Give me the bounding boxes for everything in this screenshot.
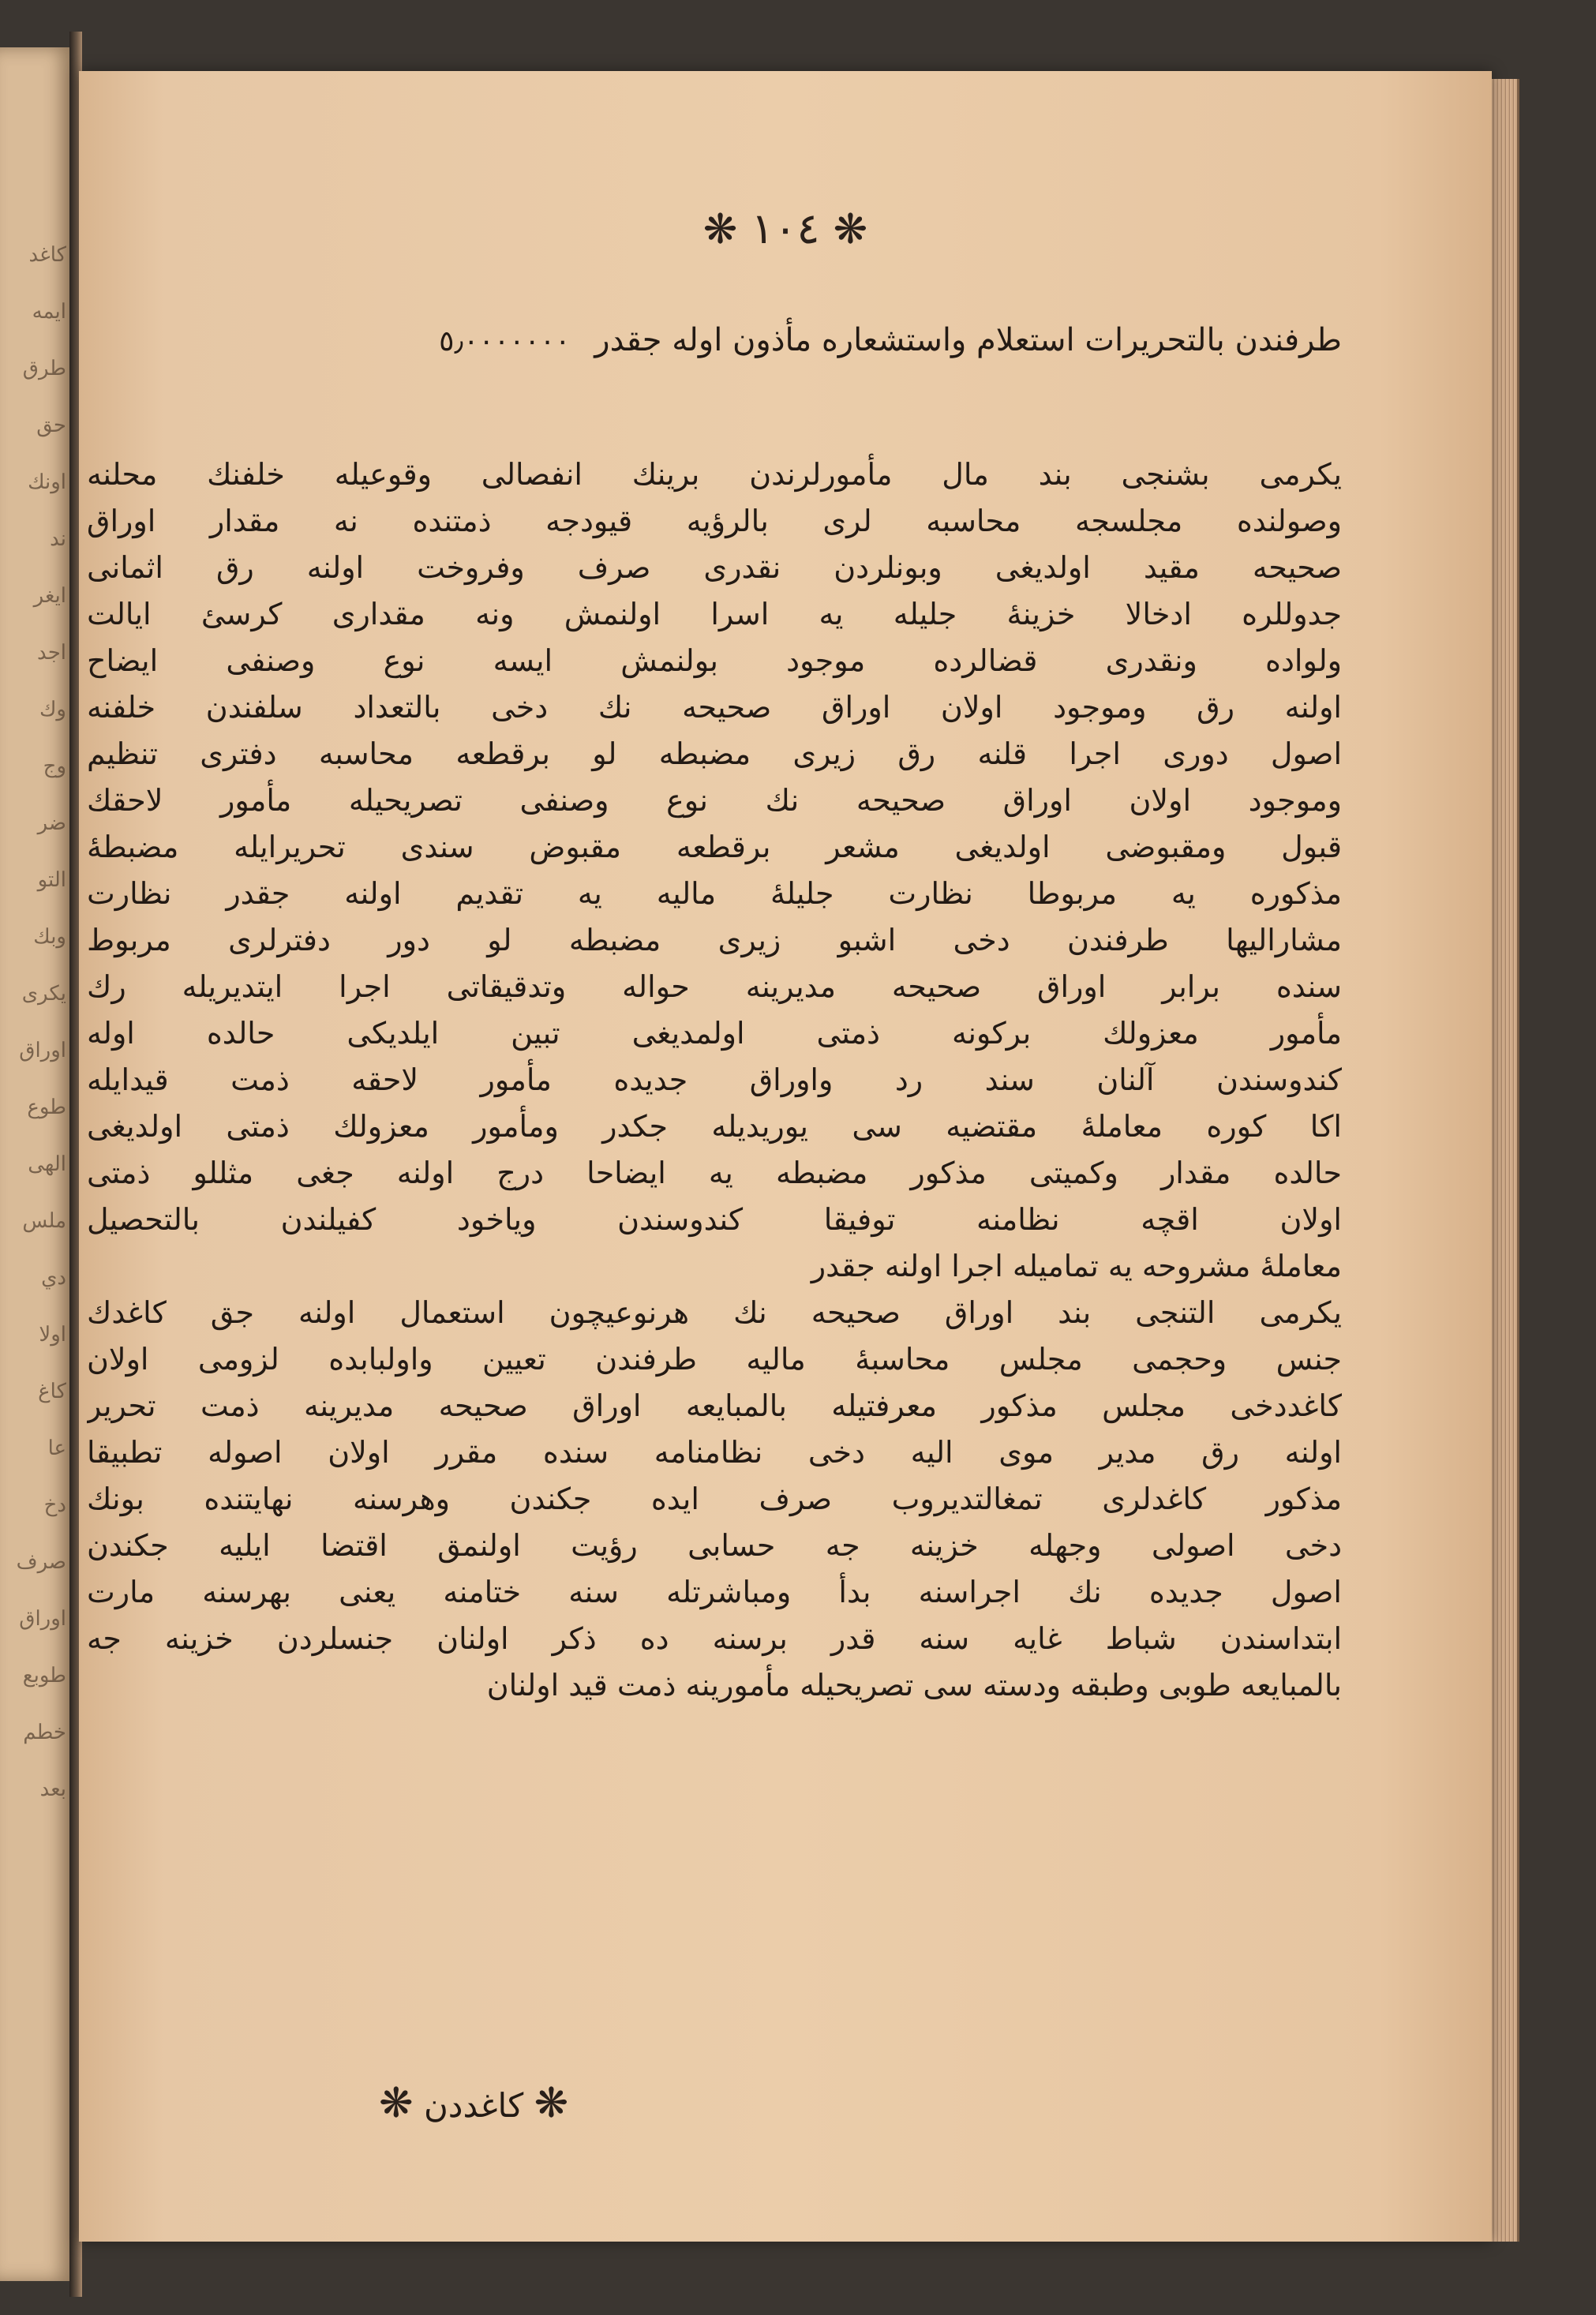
left-page-fragment: خطم xyxy=(23,1721,66,1744)
text-line: دخى اصولى وجهله خزينه جه حسابى رؤيت اولنمق اقتضا ايليه جكندن xyxy=(87,1528,1342,1563)
top-line-text: طرفندن بالتحريرات استعلام واستشعاره مأذون اوله جقدر xyxy=(594,322,1342,358)
left-page-fragment: كاغد xyxy=(28,245,66,267)
left-page-fragment: التو xyxy=(37,868,66,892)
text-line: حالده مقدار وكميتى مذكور مضبطه يه ايضاحا درج اولنه جغى مثللو ذمتى xyxy=(87,1156,1342,1190)
text-line: كندوسندن آلنان سند رد واوراق جديده مأمور لاحقه ذمت قيدايله xyxy=(87,1062,1342,1097)
catchword-left-ornament-icon: ❋ xyxy=(534,2080,569,2127)
text-line: اكا كوره معاملهٔ مقتضيه سى يوريديله جكدر ومأمور معزولك ذمتى اولديغى xyxy=(87,1109,1342,1144)
text-line: جدوللره ادخالا خزينهٔ جليله يه اسرا اولنمش ونه مقدارى كرسئ ايالت xyxy=(87,597,1342,631)
text-line: اولنه رق مدير موى اليه دخى نظامنامه سنده مقرر اولان اصوله تطبيقا xyxy=(87,1435,1342,1470)
left-page-fragment: دخ xyxy=(43,1493,66,1517)
text-line: مذكور كاغدلرى تمغالتديروب صرف ايده جكندن وهرسنه نهايتنده بونك xyxy=(87,1482,1342,1516)
text-line: جنس وحجمى مجلس محاسبهٔ ماليه طرفندن تعيين واولبابده لزومى اولان xyxy=(87,1342,1342,1377)
left-page-fragment: اجد xyxy=(37,641,66,665)
left-ornament-icon: ❋ xyxy=(702,206,738,253)
left-facing-page xyxy=(0,47,73,2281)
text-line: اصول دورى اجرا قلنه رق زيرى مضبطه لو برقطعه محاسبه دفترى تنظيم xyxy=(87,736,1342,771)
left-page-fragment: اولا xyxy=(39,1323,66,1347)
left-page-text-fragments xyxy=(3,245,66,1800)
left-page-fragment: طوع xyxy=(27,1096,66,1119)
text-line: كاغددخى مجلس مذكور معرفتيله بالمبايعه اوراق صحيحه مديرينه ذمت تحرير xyxy=(87,1388,1342,1423)
top-line-amount: ٥٫٠٠٠٠٠٠٠ xyxy=(439,325,571,358)
left-page-fragment: اونك xyxy=(28,470,66,494)
text-line: اولنه رق وموجود اولان اوراق صحيحه نك دخى بالتعداد سلفندن خلفنه xyxy=(87,690,1342,725)
left-page-fragment: طرق xyxy=(22,357,66,380)
left-page-fragment: يكرى xyxy=(21,982,66,1006)
left-page-fragment: ضر xyxy=(37,811,66,835)
right-ornament-icon: ❋ xyxy=(833,206,868,253)
left-page-fragment: اوراق xyxy=(19,1039,66,1062)
left-page-fragment: طوبع xyxy=(22,1664,66,1688)
left-page-fragment: صرف xyxy=(16,1550,66,1574)
left-page-fragment: وج xyxy=(43,755,66,778)
left-page-fragment: عا xyxy=(47,1437,66,1460)
page-number: ١٠٤ xyxy=(751,204,820,253)
left-page-fragment: ملس xyxy=(22,1209,66,1233)
left-page-fragment: كاغ xyxy=(38,1380,66,1403)
left-page-fragment: اوراق xyxy=(19,1607,66,1631)
left-page-fragment: ايمه xyxy=(32,300,66,324)
text-line: معاملهٔ مشروحه يه تماميله اجرا اولنه جقدر xyxy=(811,1249,1342,1283)
left-page-fragment: ند xyxy=(50,527,66,551)
text-line: مأمور معزولك بركونه ذمتى اولمديغى تبين ايلديكى حالده اوله xyxy=(87,1016,1342,1051)
text-line: صحيحه مقيد اولديغى وبونلردن نقدرى صرف وفروخت اولنه رق اثمانى xyxy=(87,550,1342,585)
text-line: يكرمى بشنجى بند مال مأمورلرندن برينك انفصالى وقوعيله خلفنك محلنه xyxy=(87,457,1342,492)
left-page-fragment: وك xyxy=(39,698,66,721)
catchword-text: كاغددن xyxy=(423,2086,524,2125)
top-line xyxy=(79,322,1342,358)
text-line: اصول جديده نك اجراسنه بدأ ومباشرتله سنه ختامنه يعنى بهرسنه مارت xyxy=(87,1575,1342,1609)
text-line: وصولنده مجلسجه محاسبه لرى بالرؤيه قيودجه ذمتنده نه مقدار اوراق xyxy=(87,504,1342,538)
text-line: مذكوره يه مربوطا نظارت جليلهٔ ماليه يه تقديم اولنه جقدر نظارت xyxy=(87,876,1342,911)
left-page-fragment: حق xyxy=(36,414,66,437)
text-line: اولان اقچه نظامنه توفيقا كندوسندن وياخود كفيلندن بالتحصيل xyxy=(87,1202,1342,1237)
text-line: وموجود اولان اوراق صحيحه نك نوع وصنفى تصريحيله مأمور لاحقك xyxy=(87,783,1342,818)
body-text xyxy=(87,451,1342,1709)
text-line: ابتداسندن شباط غايه سنه قدر برسنه ده ذكر اولنان جنسلردن خزينه جه xyxy=(87,1621,1342,1656)
left-page-fragment: الهى xyxy=(28,1152,66,1176)
left-page-fragment: ايغر xyxy=(33,584,66,608)
left-page-fragment: دي xyxy=(41,1266,66,1290)
book-page xyxy=(79,71,1492,2242)
catchword-right-ornament-icon: ❋ xyxy=(379,2080,414,2127)
text-line: يكرمى التنجى بند اوراق صحيحه نك هرنوعيچون استعمال اولنه جق كاغدك xyxy=(87,1295,1342,1330)
text-line: ولواده ونقدرى قضالرده موجود بولنمش ايسه نوع وصنفى ايضاح xyxy=(87,643,1342,678)
catchword xyxy=(379,2080,568,2127)
text-line: قبول ومقبوضى اولديغى مشعر برقطعه مقبوض سندى تحريرايله مضبطهٔ xyxy=(87,830,1342,864)
left-page-fragment: وبك xyxy=(33,925,66,949)
text-line: مشاراليها طرفندن دخى اشبو زيرى مضبطه لو دور دفترلرى مربوط xyxy=(87,923,1342,957)
page-header xyxy=(79,204,1492,253)
text-line: سنده برابر اوراق صحيحه مديرينه حواله وتدقيقاتى اجرا ايتديريله رك xyxy=(87,969,1342,1004)
text-line: بالمبايعه طوبى وطبقه ودسته سى تصريحيله مأمورينه ذمت قيد اولنان xyxy=(486,1668,1342,1703)
left-page-fragment: بعد xyxy=(39,1777,66,1800)
